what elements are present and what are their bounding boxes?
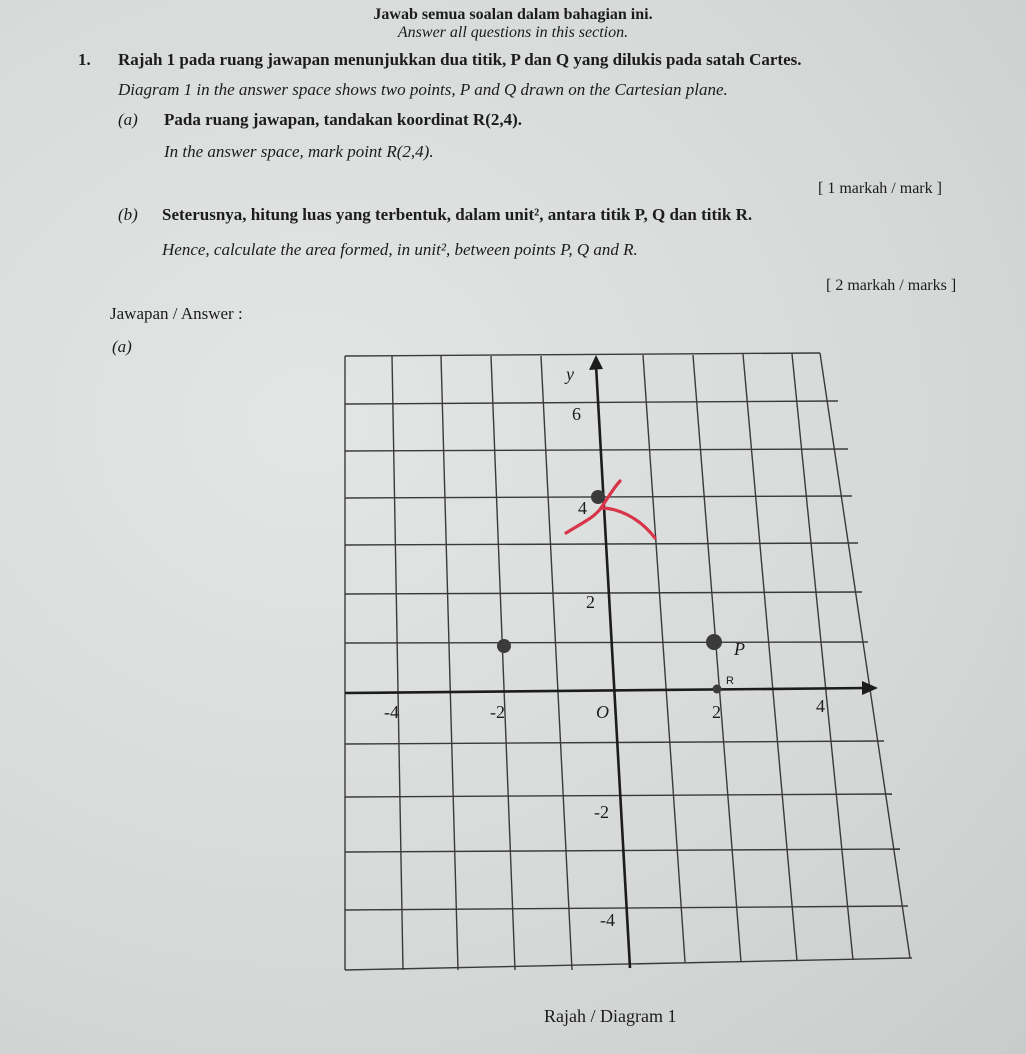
- grid-horizontal-lines: [345, 353, 912, 970]
- x-tick-neg4: -4: [384, 702, 399, 722]
- y-axis: [596, 365, 630, 968]
- part-a-en: In the answer space, mark point R(2,4).: [164, 142, 434, 161]
- point-R-mark: [591, 490, 605, 504]
- y-tick-2: 2: [586, 592, 595, 612]
- part-b-label: (b): [118, 205, 138, 224]
- y-tick-6: 6: [572, 404, 581, 424]
- origin-label: O: [596, 702, 609, 722]
- instruction-ms: Jawab semua soalan dalam bahagian ini.: [373, 6, 653, 23]
- y-tick-neg4: -4: [600, 910, 615, 930]
- part-b-marks: [ 2 markah / marks ]: [826, 277, 957, 294]
- question-intro-ms: Rajah 1 pada ruang jawapan menunjukkan dua titik, P dan Q yang dilukis pada satah Cartes.: [118, 50, 802, 69]
- part-a-ms: Pada ruang jawapan, tandakan koordinat R(2,4).: [164, 110, 523, 129]
- x-tick-4: 4: [816, 696, 825, 716]
- y-axis-label: y: [566, 364, 574, 384]
- answer-part-label: (a): [112, 337, 132, 356]
- point-P-label: P: [734, 639, 745, 659]
- y-tick-neg2: -2: [594, 802, 609, 822]
- diagram-caption: Rajah / Diagram 1: [544, 1006, 677, 1026]
- point-P: [706, 634, 722, 650]
- part-a-marks: [ 1 markah / mark ]: [818, 180, 942, 197]
- part-b-ms: Seterusnya, hitung luas yang terbentuk, dalam unit², antara titik P, Q dan titik R.: [162, 205, 753, 224]
- instruction-en: Answer all questions in this section.: [397, 24, 629, 41]
- point-Q: [497, 639, 511, 653]
- x-tick-neg2: -2: [490, 702, 505, 722]
- y-axis-arrow: [589, 355, 603, 370]
- y-tick-4: 4: [578, 498, 587, 518]
- grid-vertical-lines: [345, 353, 910, 970]
- point-small: [713, 685, 722, 694]
- point-R-label: R: [726, 675, 734, 687]
- question-number: 1.: [78, 50, 91, 69]
- part-b-en: Hence, calculate the area formed, in unit², between points P, Q and R.: [162, 240, 638, 259]
- part-a-label: (a): [118, 110, 138, 129]
- answer-heading: Jawapan / Answer :: [110, 304, 243, 323]
- x-axis: [345, 688, 868, 693]
- x-tick-2: 2: [712, 702, 721, 722]
- question-intro-en: Diagram 1 in the answer space shows two points, P and Q drawn on the Cartesian plane.: [118, 80, 728, 99]
